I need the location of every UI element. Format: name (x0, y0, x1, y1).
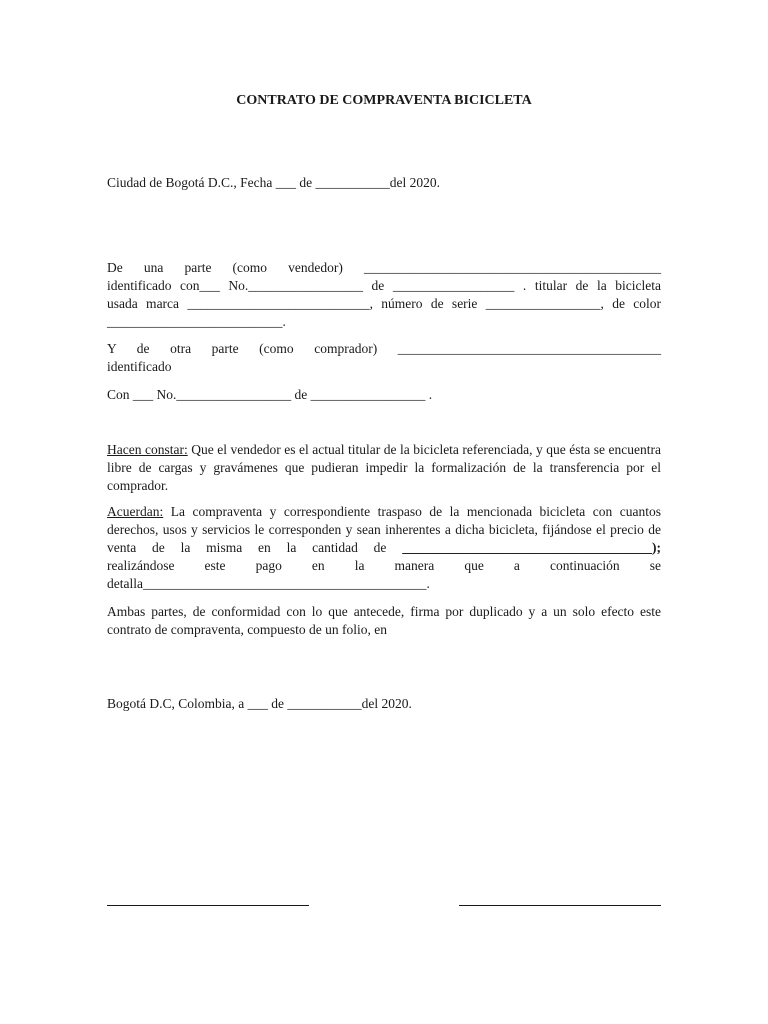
vendor-line-3: usada marca ___________________________, número de serie _________________, de color (107, 296, 661, 311)
seller-signature-line (107, 905, 309, 906)
buyer-clause (107, 340, 661, 376)
hacen-constar-text: Que el vendedor es el actual titular de la bicicleta referenciada, y que ésta se encuentra libre de cargas y gravámenes que pudieran impedir la formalización de la transferencia por el comprador. (107, 442, 661, 493)
vendor-line-1: De una parte (como vendedor) ____________________________________________ (107, 260, 661, 275)
date-line: Ciudad de Bogotá D.C., Fecha ___ de ___________del 2020. (107, 175, 440, 190)
ambas-partes-paragraph: Ambas partes, de conformidad con lo que antecede, firma por duplicado y a un solo efecto este contrato de compraventa, compuesto de un folio, en (107, 604, 661, 637)
vendor-clause (107, 259, 661, 331)
acuerdan-text: La compraventa y correspondiente traspaso de la mencionada bicicleta con cuantos derechos, usos y servicios le corresponden y sean inherentes a dicha bicicleta, fijándose el precio de venta de la misma en la cantidad de (107, 504, 661, 555)
acuerdan-line-5: detalla__________________________________________. (107, 576, 430, 591)
acuerdan-label: Acuerdan: (107, 504, 164, 519)
buyer-line-1: Y de otra parte (como comprador) _______________________________________ (107, 341, 661, 356)
acuerdan-body (107, 503, 661, 557)
buyer-id-line: Con ___ No._________________ de _________________ . (107, 387, 433, 402)
price-blank: _____________________________________); (402, 540, 661, 555)
closing-date-line: Bogotá D.C, Colombia, a ___ de ___________del 2020. (107, 696, 412, 711)
buyer-signature-line (459, 905, 661, 906)
document-title: CONTRATO DE COMPRAVENTA BICICLETA (236, 93, 532, 108)
vendor-line-2: identificado con___ No._________________ de __________________ . titular de la bicicleta (107, 278, 661, 293)
buyer-line-2: identificado (107, 359, 172, 374)
acuerdan-paragraph (107, 503, 661, 593)
vendor-line-4: __________________________. (107, 314, 286, 329)
hacen-constar-paragraph (107, 441, 661, 495)
acuerdan-line-4: realizándose este pago en la manera que a continuación se (107, 558, 661, 573)
hacen-constar-label: Hacen constar: (107, 442, 188, 457)
